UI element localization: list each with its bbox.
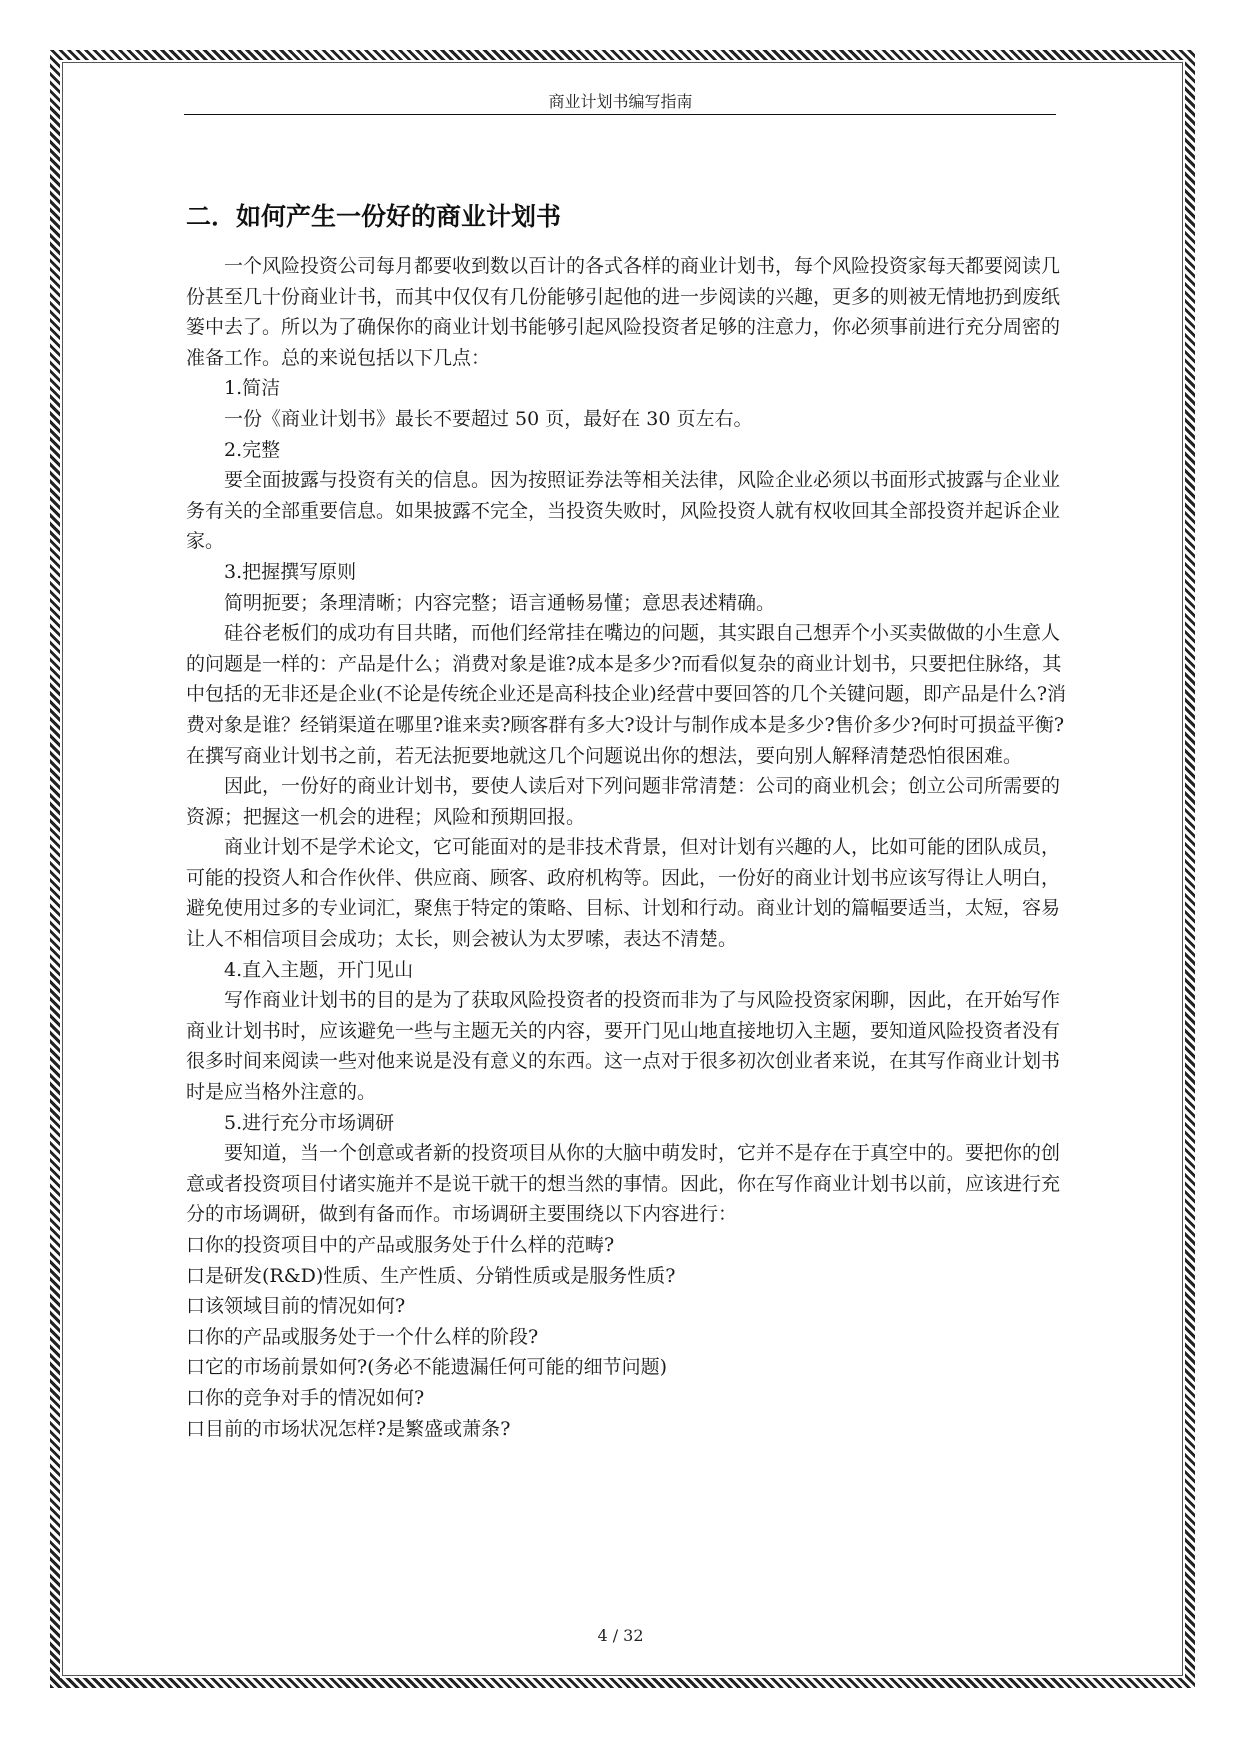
list-item: 口目前的市场状况怎样?是繁盛或萧条? bbox=[186, 1417, 511, 1440]
paragraph-principles: 简明扼要；条理清晰；内容完整；语言通畅易懂；意思表述精确。 bbox=[224, 591, 776, 614]
subheading-market-research: 5.进行充分市场调研 bbox=[224, 1111, 395, 1134]
paragraph-market-research: 要知道，当一个创意或者新的投资项目从你的大脑中萌发时，它并不是存在于真空中的。要把你的创意或者投资项目付诸实施并不是说干就干的想当然的事情。因此，你在写作商业计划书以前，应该进行充分的市场调研，做到有备而作。市场调研主要围绕以下内容进行： bbox=[186, 1142, 1061, 1226]
paragraph-intro: 一个风险投资公司每月都要收到数以百计的各式各样的商业计划书，每个风险投资家每天都要阅读几份甚至几十份商业计书，而其中仅仅有几份能够引起他的进一步阅读的兴趣，更多的则被无情地扔到废纸篓中去了。所以为了确保你的商业计划书能够引起风险投资者足够的注意力，你必须事前进行充分周密的准备工作。总的来说包括以下几点： bbox=[186, 255, 1061, 369]
list-item: 口该领域目前的情况如何? bbox=[186, 1295, 406, 1318]
subheading-concise: 1.简洁 bbox=[224, 377, 281, 400]
list-item: 口是研发(R&D)性质、生产性质、分销性质或是服务性质? bbox=[186, 1264, 676, 1287]
paragraph-good-plan: 因此，一份好的商业计划书，要使人读后对下列问题非常清楚：公司的商业机会；创立公司所需要的资源；把握这一机会的进程；风险和预期回报。 bbox=[186, 775, 1061, 828]
list-item: 口它的市场前景如何?(务必不能遗漏任何可能的细节问题) bbox=[186, 1356, 668, 1379]
paragraph-silicon-valley: 硅谷老板们的成功有目共睹，而他们经常挂在嘴边的问题，其实跟自己想弄个小买卖做做的小生意人的问题是一样的：产品是什么；消费对象是谁?成本是多少?而看似复杂的商业计划书，只要把住脉络，其中包括的无非还是企业(不论是传统企业还是高科技企业)经营中要回答的几个关键问题，即产品是什么?消费对象是谁？经销渠道在哪里?谁来卖?顾客群有多大?设计与制作成本是多少?售价多少?何时可损益平衡?在撰写商业计划书之前，若无法扼要地就这几个问题说出你的想法，要向别人解释清楚恐怕很困难。 bbox=[186, 622, 1067, 767]
document-body bbox=[186, 251, 1066, 1444]
subheading-writing-principles: 3.把握撰写原则 bbox=[224, 560, 357, 583]
page-number: 4 / 32 bbox=[597, 1626, 644, 1645]
section-heading: 二．如何产生一份好的商业计划书 bbox=[186, 202, 562, 231]
list-item: 口你的投资项目中的产品或服务处于什么样的范畴? bbox=[186, 1234, 615, 1256]
header-rule bbox=[184, 114, 1056, 115]
subheading-complete: 2.完整 bbox=[224, 438, 281, 461]
running-header: 商业计划书编写指南 bbox=[548, 92, 693, 111]
paragraph-not-academic: 商业计划不是学术论文，它可能面对的是非技术背景，但对计划有兴趣的人，比如可能的团队成员，可能的投资人和合作伙伴、供应商、顾客、政府机构等。因此，一份好的商业计划书应该写得让人明白，避免使用过多的专业词汇，聚焦于特定的策略、目标、计划和行动。商业计划的篇幅要适当，太短，容易让人不相信项目会成功；太长，则会被认为太罗嗦，表达不清楚。 bbox=[186, 836, 1061, 951]
subheading-get-to-point: 4.直入主题，开门见山 bbox=[224, 958, 414, 981]
list-item: 口你的竞争对手的情况如何? bbox=[186, 1386, 425, 1409]
paragraph-length: 一份《商业计划书》最长不要超过 50 页，最好在 30 页左右。 bbox=[224, 407, 753, 430]
paragraph-purpose: 写作商业计划书的目的是为了获取风险投资者的投资而非为了与风险投资家闲聊，因此，在开始写作商业计划书时，应该避免一些与主题无关的内容，要开门见山地直接地切入主题，要知道风险投资者没有很多时间来阅读一些对他来说是没有意义的东西。这一点对于很多初次创业者来说，在其写作商业计划书时是应当格外注意的。 bbox=[186, 989, 1061, 1104]
list-item: 口你的产品或服务处于一个什么样的阶段? bbox=[186, 1325, 539, 1348]
paragraph-disclosure: 要全面披露与投资有关的信息。因为按照证券法等相关法律，风险企业必须以书面形式披露与企业业务有关的全部重要信息。如果披露不完全，当投资失败时，风险投资人就有权收回其全部投资并起诉企业家。 bbox=[186, 469, 1061, 553]
